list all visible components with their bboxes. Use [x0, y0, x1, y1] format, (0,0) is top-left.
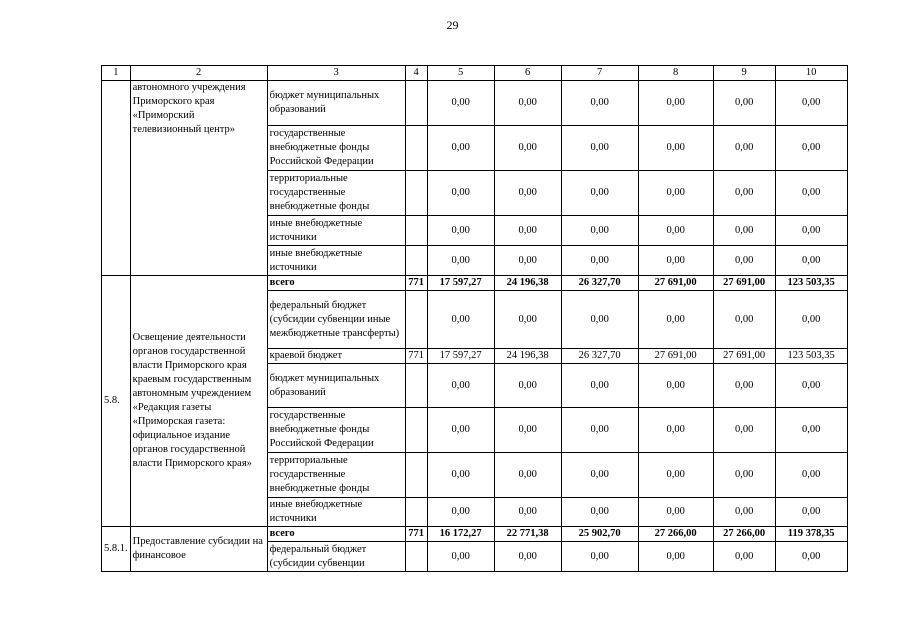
funding-source: федеральный бюджет (субсидии субвенции: [267, 542, 405, 572]
value-cell: 17 597,27: [427, 276, 494, 291]
column-header: 3: [267, 66, 405, 81]
funding-source: иные внебюджетные источники: [267, 246, 405, 276]
value-cell: 0,00: [713, 216, 775, 246]
code-cell: [405, 246, 427, 276]
value-cell: 0,00: [775, 498, 847, 527]
value-cell: 0,00: [775, 216, 847, 246]
value-cell: 26 327,70: [561, 349, 638, 364]
value-cell: 0,00: [713, 126, 775, 171]
code-cell: 771: [405, 276, 427, 291]
value-cell: 0,00: [775, 126, 847, 171]
code-cell: [405, 453, 427, 498]
value-cell: 0,00: [561, 216, 638, 246]
value-cell: 0,00: [713, 291, 775, 349]
value-cell: 0,00: [494, 453, 561, 498]
code-cell: [405, 126, 427, 171]
value-cell: 25 902,70: [561, 527, 638, 542]
value-cell: 0,00: [427, 216, 494, 246]
value-cell: 119 378,35: [775, 527, 847, 542]
value-cell: 0,00: [713, 246, 775, 276]
code-cell: [405, 542, 427, 572]
value-cell: 0,00: [713, 408, 775, 453]
value-cell: 0,00: [494, 408, 561, 453]
value-cell: 0,00: [638, 408, 713, 453]
value-cell: 26 327,70: [561, 276, 638, 291]
value-cell: 0,00: [494, 171, 561, 216]
activity-name: автономного учреждения Приморского края «Приморский телевизионный центр»: [130, 81, 267, 276]
column-header: 2: [130, 66, 267, 81]
value-cell: 0,00: [713, 542, 775, 572]
value-cell: 0,00: [638, 171, 713, 216]
value-cell: 123 503,35: [775, 349, 847, 364]
value-cell: 0,00: [638, 364, 713, 408]
value-cell: 27 691,00: [713, 349, 775, 364]
table-row-total: [102, 276, 848, 291]
value-cell: 0,00: [775, 246, 847, 276]
code-cell: [405, 171, 427, 216]
value-cell: 0,00: [427, 291, 494, 349]
value-cell: 0,00: [494, 246, 561, 276]
value-cell: 0,00: [638, 542, 713, 572]
value-cell: 0,00: [427, 81, 494, 126]
table-row: [102, 81, 848, 126]
column-header: 6: [494, 66, 561, 81]
value-cell: 0,00: [494, 364, 561, 408]
column-header: 7: [561, 66, 638, 81]
page-number: 29: [446, 18, 459, 32]
value-cell: 0,00: [561, 126, 638, 171]
value-cell: 0,00: [561, 364, 638, 408]
row-number-cell: [102, 81, 131, 276]
funding-source: государственные внебюджетные фонды Российской Федерации: [267, 126, 405, 171]
code-cell: [405, 498, 427, 527]
budget-table: [101, 65, 848, 572]
column-header: 5: [427, 66, 494, 81]
section-number: 5.8.: [102, 276, 131, 527]
value-cell: 0,00: [494, 216, 561, 246]
value-cell: 0,00: [713, 171, 775, 216]
value-cell: 0,00: [713, 81, 775, 126]
value-cell: 0,00: [713, 453, 775, 498]
value-cell: 16 172,27: [427, 527, 494, 542]
value-cell: 0,00: [713, 498, 775, 527]
funding-source: всего: [267, 276, 405, 291]
value-cell: 27 266,00: [638, 527, 713, 542]
column-header: 4: [405, 66, 427, 81]
column-header: 1: [102, 66, 131, 81]
value-cell: 0,00: [638, 246, 713, 276]
value-cell: 0,00: [638, 453, 713, 498]
value-cell: 27 691,00: [638, 349, 713, 364]
value-cell: 0,00: [561, 542, 638, 572]
value-cell: 0,00: [638, 291, 713, 349]
value-cell: 123 503,35: [775, 276, 847, 291]
value-cell: 0,00: [638, 126, 713, 171]
value-cell: 0,00: [427, 246, 494, 276]
funding-source: иные внебюджетные источники: [267, 216, 405, 246]
value-cell: 0,00: [713, 364, 775, 408]
value-cell: 0,00: [427, 364, 494, 408]
code-cell: [405, 216, 427, 246]
value-cell: 0,00: [775, 453, 847, 498]
value-cell: 0,00: [638, 498, 713, 527]
value-cell: 0,00: [561, 291, 638, 349]
value-cell: 0,00: [638, 81, 713, 126]
value-cell: 0,00: [427, 453, 494, 498]
code-cell: [405, 291, 427, 349]
value-cell: 0,00: [427, 542, 494, 572]
value-cell: 0,00: [561, 81, 638, 126]
value-cell: 22 771,38: [494, 527, 561, 542]
value-cell: 0,00: [427, 126, 494, 171]
code-cell: [405, 364, 427, 408]
code-cell: 771: [405, 349, 427, 364]
value-cell: 0,00: [494, 498, 561, 527]
funding-source: всего: [267, 527, 405, 542]
column-header: 9: [713, 66, 775, 81]
value-cell: 0,00: [775, 291, 847, 349]
table-row-total: [102, 527, 848, 542]
activity-name: Предоставление субсидии на финансовое: [130, 527, 267, 572]
header-row: [102, 66, 848, 81]
value-cell: 0,00: [775, 81, 847, 126]
value-cell: 0,00: [775, 171, 847, 216]
value-cell: 0,00: [561, 453, 638, 498]
funding-source: иные внебюджетные источники: [267, 498, 405, 527]
value-cell: 0,00: [775, 408, 847, 453]
value-cell: 0,00: [427, 498, 494, 527]
value-cell: 0,00: [494, 126, 561, 171]
value-cell: 27 691,00: [713, 276, 775, 291]
value-cell: 27 691,00: [638, 276, 713, 291]
value-cell: 0,00: [427, 408, 494, 453]
value-cell: 0,00: [494, 291, 561, 349]
column-header: 8: [638, 66, 713, 81]
value-cell: 0,00: [427, 171, 494, 216]
funding-source: государственные внебюджетные фонды Российской Федерации: [267, 408, 405, 453]
funding-source: бюджет муниципальных образований: [267, 81, 405, 126]
code-cell: [405, 81, 427, 126]
value-cell: 0,00: [775, 364, 847, 408]
funding-source: территориальные государственные внебюджетные фонды: [267, 453, 405, 498]
value-cell: 0,00: [561, 498, 638, 527]
funding-source: бюджет муниципальных образований: [267, 364, 405, 408]
code-cell: 771: [405, 527, 427, 542]
section-number: 5.8.1.: [102, 527, 131, 572]
value-cell: 0,00: [561, 408, 638, 453]
value-cell: 0,00: [561, 246, 638, 276]
funding-source: территориальные государственные внебюджетные фонды: [267, 171, 405, 216]
funding-source: федеральный бюджет (субсидии субвенции иные межбюджетные трансферты): [267, 291, 405, 349]
activity-name: Освещение деятельности органов государственной власти Приморского края краевым государственным автономным учреждением «Редакция газеты «Приморская газета: официальное издание органов государственной власти Приморского края»: [130, 276, 267, 527]
funding-source: краевой бюджет: [267, 349, 405, 364]
value-cell: 0,00: [775, 542, 847, 572]
value-cell: 0,00: [494, 81, 561, 126]
value-cell: 17 597,27: [427, 349, 494, 364]
value-cell: 0,00: [638, 216, 713, 246]
code-cell: [405, 408, 427, 453]
value-cell: 0,00: [561, 171, 638, 216]
value-cell: 24 196,38: [494, 276, 561, 291]
value-cell: 24 196,38: [494, 349, 561, 364]
column-header: 10: [775, 66, 847, 81]
value-cell: 0,00: [494, 542, 561, 572]
value-cell: 27 266,00: [713, 527, 775, 542]
